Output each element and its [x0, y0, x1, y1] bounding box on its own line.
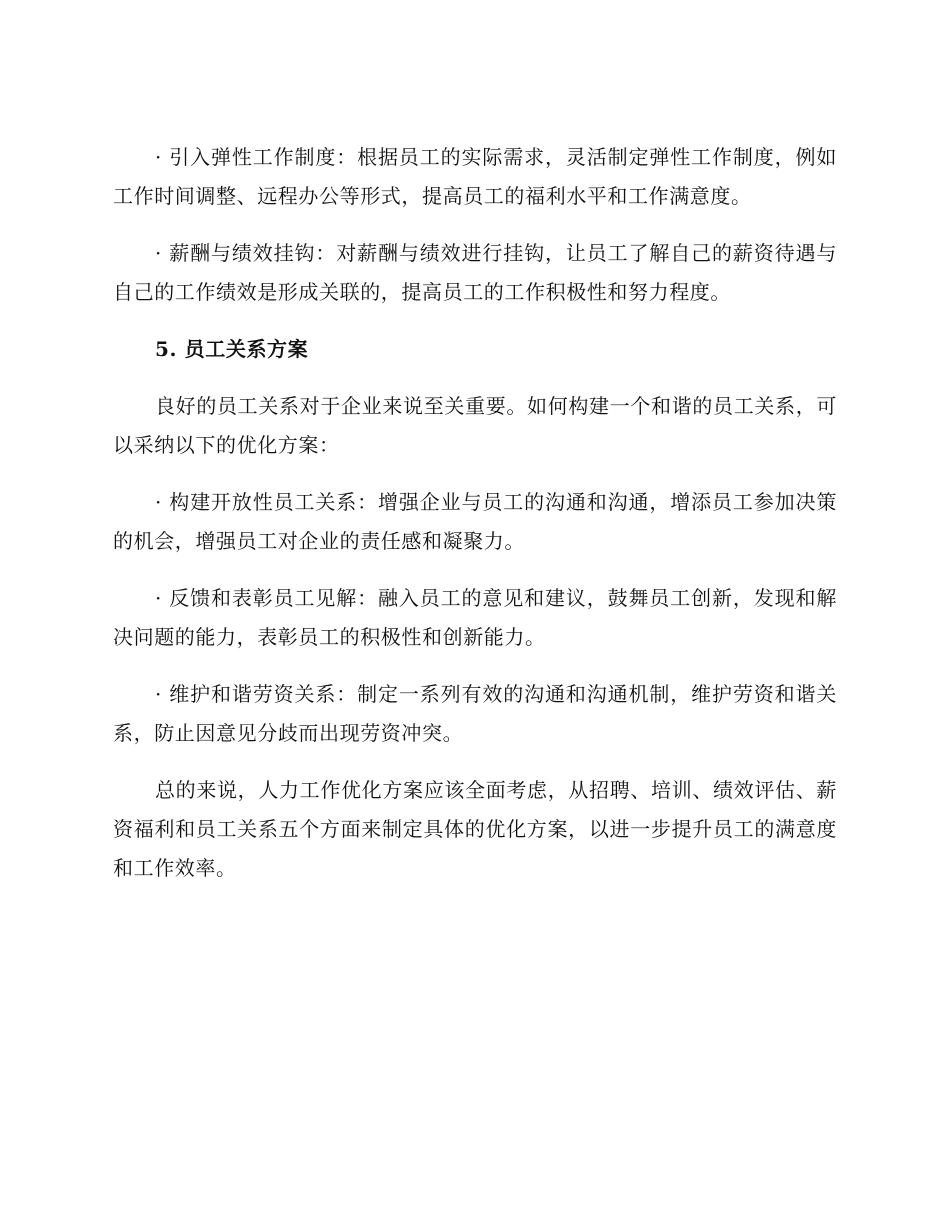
employee-relations-intro: 良好的员工关系对于企业来说至关重要。如何构建一个和谐的员工关系，可以采纳以下的优化方案：	[113, 394, 837, 457]
bullet-pay-performance-link: · 薪酬与绩效挂钩：对薪酬与绩效进行挂钩，让员工了解自己的薪资待遇与自己的工作绩效是形成关联的，提高员工的工作积极性和努力程度。	[113, 241, 837, 304]
bullet-feedback-recognition: · 反馈和表彰员工见解：融入员工的意见和建议，鼓舞员工创新，发现和解决问题的能力，表彰员工的积极性和创新能力。	[113, 586, 837, 649]
document-body	[113, 138, 837, 906]
conclusion-paragraph: 总的来说，人力工作优化方案应该全面考虑，从招聘、培训、绩效评估、薪资福利和员工关系五个方面来制定具体的优化方案，以进一步提升员工的满意度和工作效率。	[113, 778, 837, 880]
section-heading-employee-relations: 5. 员工关系方案	[155, 337, 309, 361]
bullet-flexible-work-system: · 引入弹性工作制度：根据员工的实际需求，灵活制定弹性工作制度，例如工作时间调整、远程办公等形式，提高员工的福利水平和工作满意度。	[113, 145, 837, 208]
bullet-harmonious-labor-relations: · 维护和谐劳资关系：制定一系列有效的沟通和沟通机制，维护劳资和谐关系，防止因意见分歧而出现劳资冲突。	[113, 682, 837, 745]
bullet-open-employee-relations: · 构建开放性员工关系：增强企业与员工的沟通和沟通，增添员工参加决策的机会，增强员工对企业的责任感和凝聚力。	[113, 490, 837, 553]
